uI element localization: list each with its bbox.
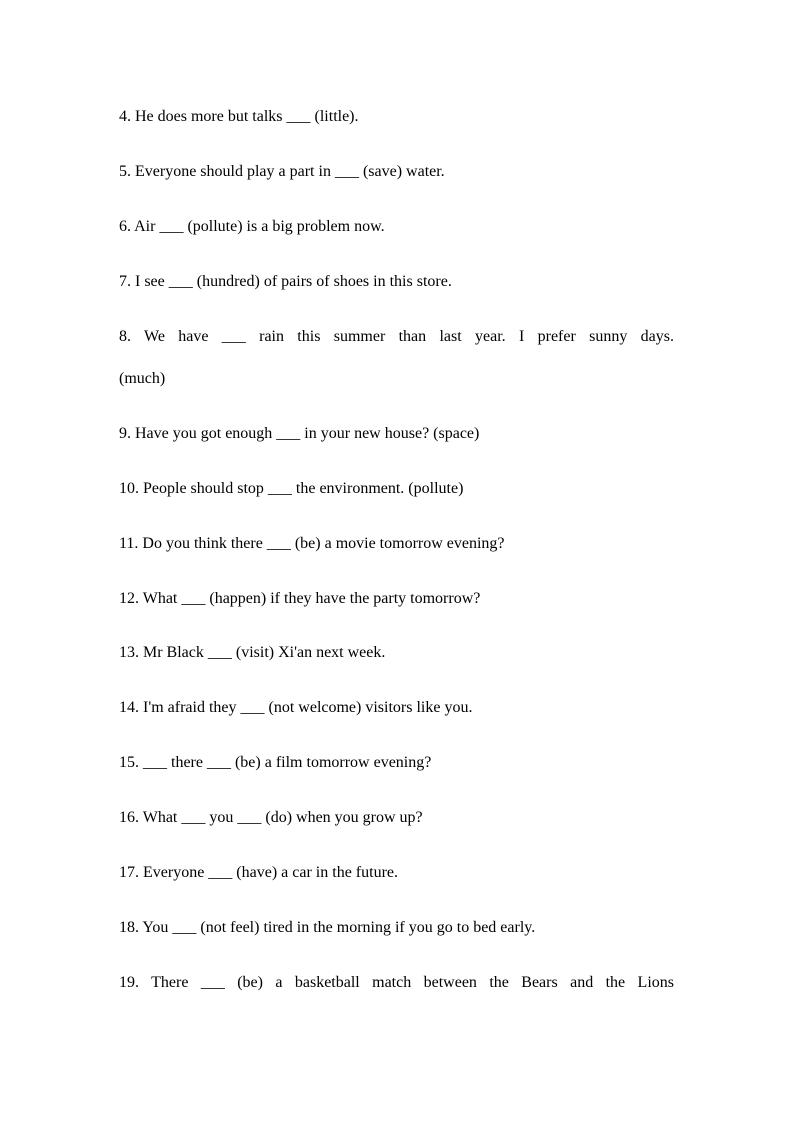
question-19: 19. There ___ (be) a basketball match between the Bears and the Lions bbox=[119, 974, 674, 991]
question-4: 4. He does more but talks ___ (little). bbox=[119, 108, 359, 125]
question-7: 7. I see ___ (hundred) of pairs of shoes in this store. bbox=[119, 273, 452, 290]
question-15: 15. ___ there ___ (be) a film tomorrow evening? bbox=[119, 754, 432, 771]
question-6: 6. Air ___ (pollute) is a big problem now. bbox=[119, 218, 385, 235]
question-14: 14. I'm afraid they ___ (not welcome) visitors like you. bbox=[119, 699, 473, 716]
question-9: 9. Have you got enough ___ in your new house? (space) bbox=[119, 425, 480, 442]
question-17: 17. Everyone ___ (have) a car in the future. bbox=[119, 864, 398, 881]
question-8-continuation: (much) bbox=[119, 370, 166, 387]
question-10: 10. People should stop ___ the environment. (pollute) bbox=[119, 480, 464, 497]
question-16: 16. What ___ you ___ (do) when you grow up? bbox=[119, 809, 423, 826]
question-12: 12. What ___ (happen) if they have the party tomorrow? bbox=[119, 590, 481, 607]
question-11: 11. Do you think there ___ (be) a movie tomorrow evening? bbox=[119, 535, 505, 552]
question-13: 13. Mr Black ___ (visit) Xi'an next week. bbox=[119, 644, 386, 661]
question-5: 5. Everyone should play a part in ___ (save) water. bbox=[119, 163, 445, 180]
question-8: 8. We have ___ rain this summer than last year. I prefer sunny days. bbox=[119, 328, 674, 345]
question-18: 18. You ___ (not feel) tired in the morning if you go to bed early. bbox=[119, 919, 536, 936]
